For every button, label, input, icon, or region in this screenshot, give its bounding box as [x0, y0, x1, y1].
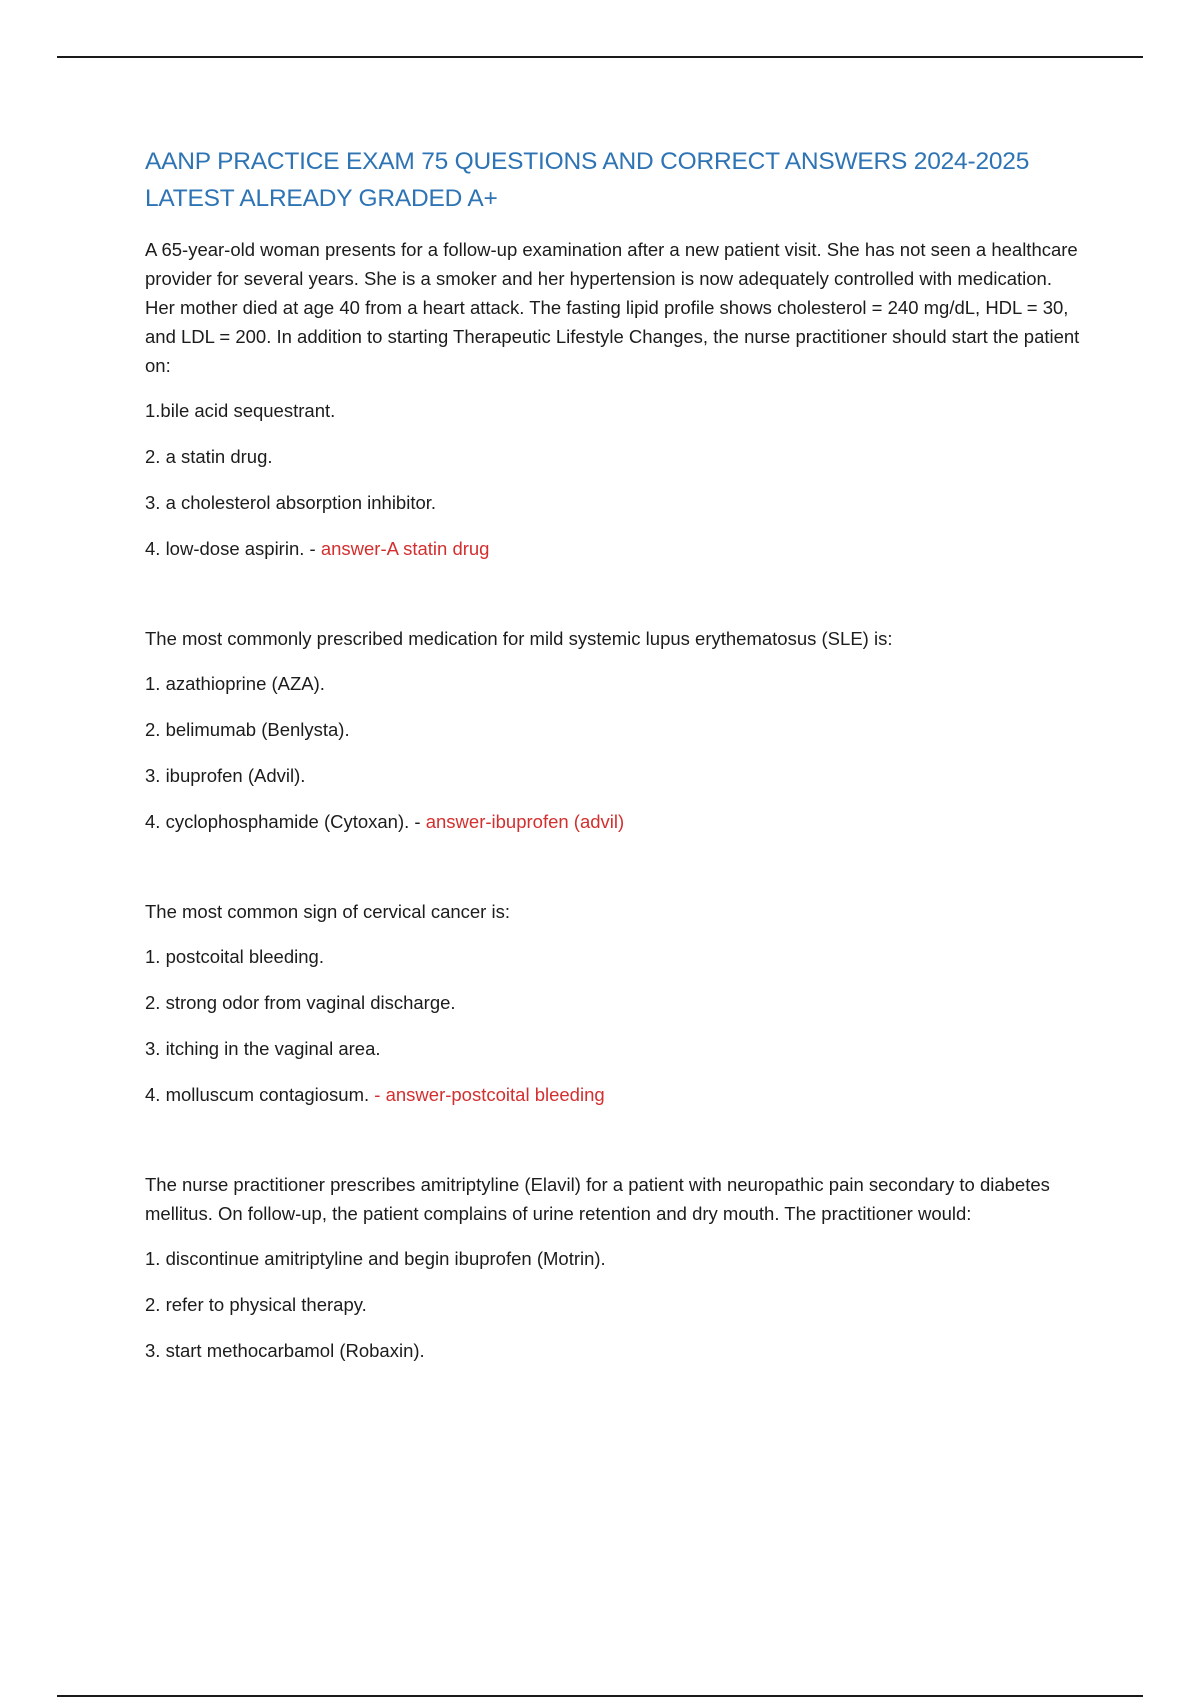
correct-answer: answer-A statin drug — [320, 538, 490, 559]
question-1 — [145, 235, 1085, 563]
answer-option: 2. a statin drug. — [145, 446, 273, 467]
question-3 — [145, 897, 1085, 1109]
answer-option: 1.bile acid sequestrant. — [145, 400, 336, 421]
answer-option: 1. discontinue amitriptyline and begin ibuprofen (Motrin). — [145, 1248, 606, 1269]
header-rule — [57, 56, 1143, 58]
answer-option-with-key — [145, 1080, 1085, 1109]
question-stem: The most common sign of cervical cancer is: — [145, 901, 510, 922]
question-spacer — [145, 580, 1085, 624]
question-stem: The most commonly prescribed medication for mild systemic lupus erythematosus (SLE) is: — [145, 628, 893, 649]
question-stem: A 65-year-old woman presents for a follow-up examination after a new patient visit. She has not seen a healthcare provider for several years. She is a smoker and her hypertension is now adequately controlled with medication. Her mother died at age 40 from a heart attack. The fasting lipid profile shows cholesterol = 240 mg/dL, HDL = 30, and LDL = 200. In addition to starting Therapeutic Lifestyle Changes, the nurse practitioner should start the patient on: — [145, 239, 1080, 376]
answer-option: 3. ibuprofen (Advil). — [145, 765, 306, 786]
question-spacer — [145, 1126, 1085, 1170]
document-title-line-1: AANP PRACTICE EXAM 75 QUESTIONS AND CORRECT ANSWERS 2024-2025 — [145, 148, 1030, 175]
answer-option: 1. postcoital bleeding. — [145, 946, 324, 967]
answer-option-with-key — [145, 534, 1085, 563]
question-4 — [145, 1170, 1085, 1365]
answer-option: 1. azathioprine (AZA). — [145, 673, 325, 694]
question-spacer — [145, 853, 1085, 897]
answer-option: 4. molluscum contagiosum. — [145, 1084, 375, 1105]
answer-option: 2. belimumab (Benlysta). — [145, 719, 350, 740]
answer-option: 2. refer to physical therapy. — [145, 1294, 367, 1315]
correct-answer: answer-ibuprofen (advil) — [425, 811, 625, 832]
answer-option-with-key — [145, 807, 1085, 836]
answer-option: 4. low-dose aspirin. - — [145, 538, 321, 559]
answer-option: 3. a cholesterol absorption inhibitor. — [145, 492, 437, 513]
answer-option: 4. cyclophosphamide (Cytoxan). - — [145, 811, 426, 832]
document-body — [145, 143, 1085, 1382]
answer-option: 2. strong odor from vaginal discharge. — [145, 992, 456, 1013]
question-stem: The nurse practitioner prescribes amitriptyline (Elavil) for a patient with neuropathic pain secondary to diabetes mellitus. On follow-up, the patient complains of urine retention and dry mouth. The practitioner would: — [145, 1174, 1050, 1224]
answer-option: 3. start methocarbamol (Robaxin). — [145, 1340, 425, 1361]
document-title — [145, 143, 1085, 217]
answer-option: 3. itching in the vaginal area. — [145, 1038, 381, 1059]
footer-rule — [57, 1695, 1143, 1697]
correct-answer: - answer-postcoital bleeding — [374, 1084, 605, 1105]
question-2 — [145, 624, 1085, 836]
document-title-line-2: LATEST ALREADY GRADED A+ — [145, 185, 498, 212]
